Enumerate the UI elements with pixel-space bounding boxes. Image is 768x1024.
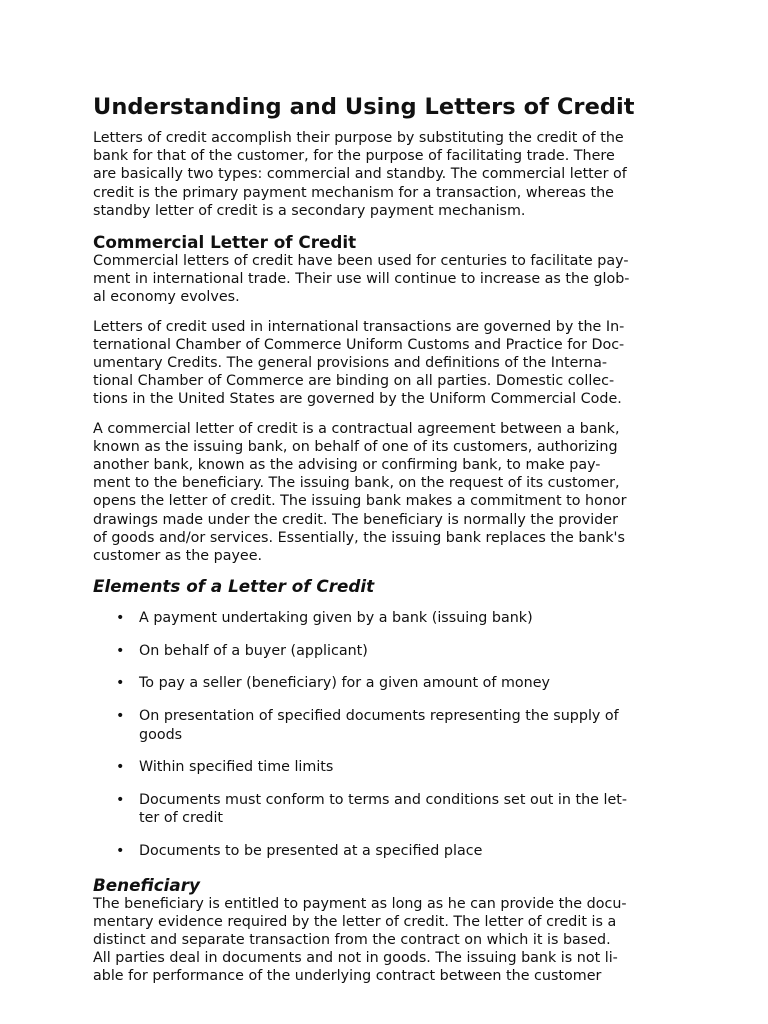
commercial-paragraph-3: A commercial letter of credit is a contractual agreement between a bank, known as the issuing bank, on behalf of one of its customers, authorizing another bank, known as the advising or confirming bank, to make pay- ment to the beneficiary. The issuing bank, on the request of its customer, opens the letter of credit. The issuing bank makes a commitment to honor drawings made under the credit. The beneficiary is normally the provider of goods and/or services. Essentially, the issuing bank replaces the bank's customer as the payee.	[93, 420, 627, 565]
list-item-text: Within specified time limits	[139, 759, 334, 776]
list-item-text: On presentation of specified documents representing the supply of goods	[139, 708, 619, 743]
bullet-icon: •	[116, 843, 125, 860]
list-item	[116, 674, 677, 693]
elements-heading: Elements of a Letter of Credit	[93, 576, 375, 597]
intro-paragraph: Letters of credit accomplish their purpose by substituting the credit of the bank for that of the customer, for the purpose of facilitating trade. There are basically two types: commercial and standby. The commercial letter of credit is the primary payment mechanism for a transaction, whereas the standby letter of credit is a secondary payment mechanism.	[93, 130, 627, 219]
list-item	[116, 707, 677, 744]
commercial-paragraph-1: Commercial letters of credit have been used for centuries to facilitate pay- ment in international trade. Their use will continue to increase as the glob- al economy evolves.	[93, 253, 630, 306]
bullet-icon: •	[116, 708, 125, 725]
beneficiary-paragraph: The beneficiary is entitled to payment as long as he can provide the docu- mentary evidence required by the letter of credit. The letter of credit is a distinct and separate transaction from the contract on which it is based. All parties deal in documents and not in goods. The issuing bank is not li- able for performance of the underlying contract between the customer	[93, 895, 627, 985]
bullet-icon: •	[116, 675, 125, 692]
list-item-text: Documents must conform to terms and conditions set out in the let- ter of credit	[139, 791, 628, 827]
elements-list	[93, 609, 677, 860]
list-item	[116, 842, 677, 861]
commercial-heading: Commercial Letter of Credit	[93, 232, 357, 253]
bullet-icon: •	[116, 759, 125, 776]
document-title: Understanding and Using Letters of Credit	[93, 94, 635, 120]
list-item-text: On behalf of a buyer (applicant)	[139, 642, 368, 659]
commercial-paragraph-2: Letters of credit used in international transactions are governed by the In- ternational Chamber of Commerce Uniform Customs and Practice for Doc- umentary Credits. The general provisions and definitions of the Interna- tional Chamber of Commerce are binding on all parties. Domestic collec- tions in the United States are governed by the Uniform Commercial Code.	[93, 318, 625, 408]
list-item-text: To pay a seller (beneficiary) for a given amount of money	[139, 675, 550, 692]
bullet-icon: •	[116, 642, 125, 659]
bullet-icon: •	[116, 610, 125, 627]
list-item	[116, 609, 677, 628]
list-item-text: A payment undertaking given by a bank (issuing bank)	[139, 610, 533, 627]
document-page	[93, 92, 677, 986]
beneficiary-heading: Beneficiary	[93, 874, 200, 895]
list-item	[116, 791, 677, 828]
bullet-icon: •	[116, 791, 125, 808]
list-item-text: Documents to be presented at a specified place	[139, 843, 483, 860]
list-item	[116, 758, 677, 777]
list-item	[116, 642, 677, 661]
